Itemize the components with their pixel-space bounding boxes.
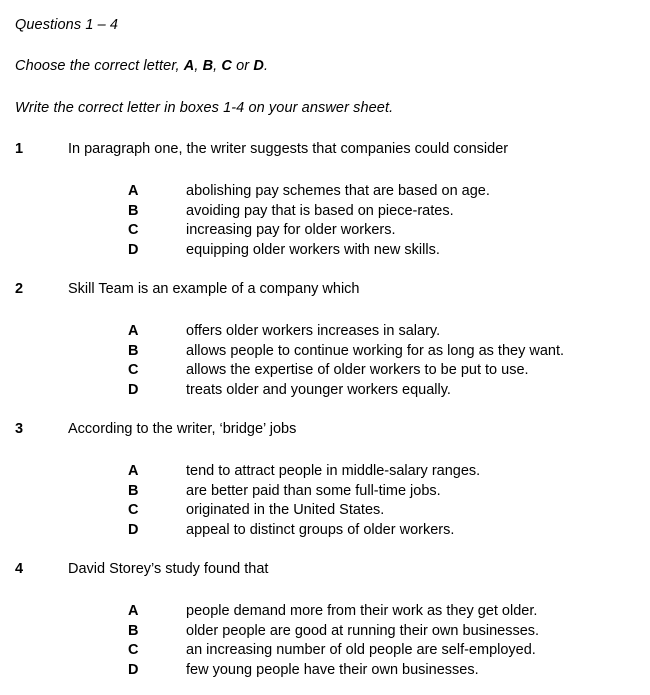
option-letter: D [128, 381, 139, 398]
question-heading [0, 280, 650, 310]
option-text: older people are good at running their own businesses. [186, 622, 540, 639]
option-letter: C [128, 642, 139, 659]
option-list [0, 602, 650, 680]
option-row[interactable] [0, 661, 650, 681]
option-letter: B [128, 202, 139, 219]
option-text: allows the expertise of older workers to be put to use. [186, 362, 529, 379]
option-letter: B [128, 622, 139, 639]
option-row[interactable] [0, 182, 650, 202]
option-text: increasing pay for older workers. [186, 222, 396, 239]
choose-separator-2: , [213, 58, 222, 74]
choose-separator-3: or [232, 58, 254, 74]
option-text: equipping older workers with new skills. [186, 241, 440, 258]
option-text: few young people have their own businesses. [186, 661, 479, 678]
question-number: 4 [15, 561, 24, 577]
option-row[interactable] [0, 602, 650, 622]
option-letter: A [128, 463, 139, 479]
option-row[interactable] [0, 521, 650, 541]
question-stem: Skill Team is an example of a company which [68, 281, 360, 297]
option-text: people demand more from their work as they get older. [186, 603, 538, 619]
option-letter: A [128, 603, 139, 619]
question-block [0, 140, 650, 280]
choose-option-b: B [202, 58, 214, 74]
question-stem: David Storey’s study found that [68, 561, 269, 577]
option-row[interactable] [0, 241, 650, 261]
question-heading [0, 140, 650, 170]
option-letter: B [128, 342, 139, 359]
option-letter: B [128, 482, 139, 499]
choose-option-a: A [183, 58, 195, 74]
option-letter: D [128, 661, 139, 678]
option-letter: A [128, 183, 139, 199]
option-row[interactable] [0, 342, 650, 362]
option-text: appeal to distinct groups of older workers. [186, 521, 455, 538]
question-block [0, 280, 650, 420]
question-heading [0, 420, 650, 450]
option-list [0, 462, 650, 540]
question-number: 1 [15, 141, 24, 157]
option-row[interactable] [0, 501, 650, 521]
question-number: 3 [15, 421, 24, 437]
questions-range-heading: Questions 1 – 4 [15, 17, 119, 33]
option-text: abolishing pay schemes that are based on age. [186, 183, 490, 199]
option-letter: C [128, 502, 139, 519]
option-list [0, 322, 650, 400]
option-row[interactable] [0, 202, 650, 222]
questions-list [0, 140, 650, 680]
option-letter: C [128, 362, 139, 379]
option-row[interactable] [0, 322, 650, 342]
instructions-block [15, 17, 635, 117]
option-row[interactable] [0, 462, 650, 482]
option-text: originated in the United States. [186, 502, 385, 519]
question-stem: According to the writer, ‘bridge’ jobs [68, 421, 297, 437]
option-row[interactable] [0, 361, 650, 381]
option-row[interactable] [0, 482, 650, 502]
choose-option-d: D [253, 58, 264, 74]
option-text: an increasing number of old people are self-employed. [186, 642, 536, 659]
option-text: avoiding pay that is based on piece-rates. [186, 202, 454, 219]
question-heading [0, 560, 650, 590]
choose-letter-instruction [15, 58, 635, 75]
option-letter: D [128, 241, 139, 258]
question-block [0, 560, 650, 680]
option-text: offers older workers increases in salary. [186, 323, 441, 339]
option-row[interactable] [0, 622, 650, 642]
choose-instruction-tail: . [263, 58, 269, 74]
option-text: are better paid than some full-time jobs. [186, 482, 441, 499]
choose-option-c: C [221, 58, 232, 74]
option-text: tend to attract people in middle-salary ranges. [186, 463, 481, 479]
option-text: treats older and younger workers equally. [186, 381, 451, 398]
option-row[interactable] [0, 221, 650, 241]
option-letter: C [128, 222, 139, 239]
question-stem: In paragraph one, the writer suggests that companies could consider [68, 141, 509, 157]
write-answer-instruction: Write the correct letter in boxes 1-4 on your answer sheet. [15, 100, 394, 116]
choose-instruction-lead: Choose the correct letter, [15, 58, 184, 74]
option-letter: A [128, 323, 139, 339]
option-row[interactable] [0, 381, 650, 401]
choose-separator-1: , [194, 58, 203, 74]
question-number: 2 [15, 281, 24, 297]
option-letter: D [128, 521, 139, 538]
option-row[interactable] [0, 641, 650, 661]
option-list [0, 182, 650, 260]
question-block [0, 420, 650, 560]
option-text: allows people to continue working for as long as they want. [186, 342, 565, 359]
